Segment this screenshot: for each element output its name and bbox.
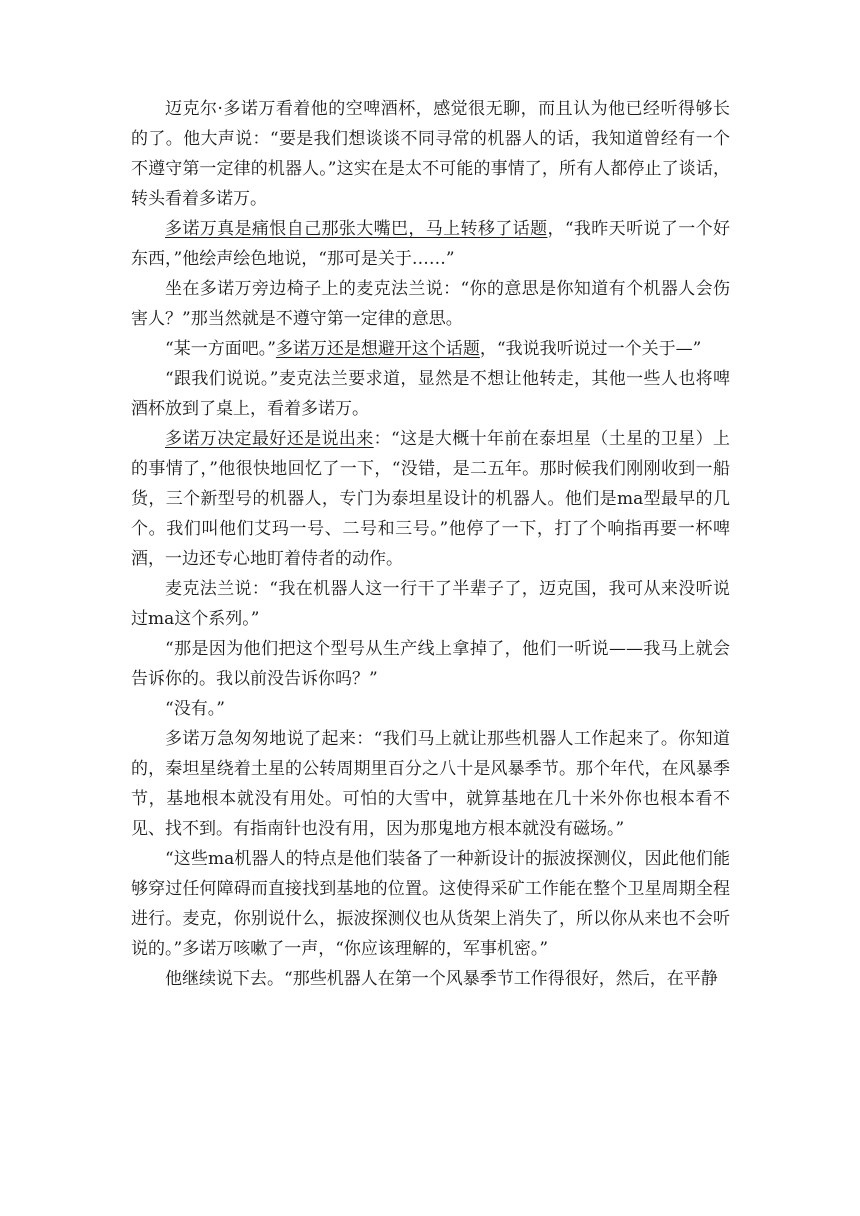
paragraph [131, 424, 730, 574]
text-run: ，“我说我听说过一个关于—” [479, 339, 702, 359]
text-run: 迈克尔·多诺万看着他的空啤酒杯，感觉很无聊，而且认为他已经听得够长的了。他大声说：“要是我们想谈谈不同寻常的机器人的话，我知道曾经有一个不遵守第一定律的机器人。”这实在是太不可能的事情了，所有人都停止了谈话，转头看着多诺万。 [131, 99, 730, 209]
paragraph [131, 274, 730, 334]
story-text [131, 94, 730, 994]
text-run: 他继续说下去。“那些机器人在第一个风暴季节工作得很好，然后，在平静 [165, 969, 718, 989]
paragraph [131, 724, 730, 844]
underlined-text: 多诺万还是想避开这个话题 [275, 339, 480, 359]
text-run: “这些ma机器人的特点是他们装备了一种新设计的振波探测仪，因此他们能够穿过任何障碍而直接找到基地的位置。这使得采矿工作能在整个卫星周期全程进行。麦克，你别说什么，振波探测仪也从货架上消失了，所以你从来也不会听说的。”多诺万咳嗽了一声，“你应该理解的，军事机密。” [131, 849, 730, 959]
text-run: “跟我们说说。”麦克法兰要求道，显然是不想让他转走，其他一些人也将啤酒杯放到了桌上，看着多诺万。 [131, 369, 730, 419]
paragraph [131, 694, 730, 724]
text-run: 坐在多诺万旁边椅子上的麦克法兰说：“你的意思是你知道有个机器人会伤害人？”那当然就是不遵守第一定律的意思。 [131, 279, 730, 329]
paragraph [131, 214, 730, 274]
paragraph [131, 634, 730, 694]
text-run: 麦克法兰说：“我在机器人这一行干了半辈子了，迈克国，我可从来没听说过ma这个系列。” [131, 579, 730, 629]
text-run: “某一方面吧。” [165, 339, 276, 359]
underlined-text: 多诺万决定最好还是说出来 [165, 429, 374, 449]
paragraph [131, 334, 730, 364]
paragraph [131, 94, 730, 214]
text-run: “没有。” [165, 699, 225, 719]
paragraph [131, 364, 730, 424]
text-run: ，“我昨天听说了一个好东西，”他绘声绘色地说，“那可是关于……” [131, 219, 730, 269]
text-run: “那是因为他们把这个型号从生产线上拿掉了，他们一听说——我马上就会告诉你的。我以前没告诉你吗？” [131, 639, 730, 689]
text-run: ：“这是大概十年前在泰坦星（土星的卫星）上的事情了，”他很快地回忆了一下，“没错，是二五年。那时候我们刚刚收到一船货，三个新型号的机器人，专门为泰坦星设计的机器人。他们是ma型最早的几个。我们叫他们艾玛一号、二号和三号。”他停了一下，打了个响指再要一杯啤酒，一边还专心地盯着侍者的动作。 [131, 429, 731, 569]
paragraph [131, 964, 730, 994]
paragraph [131, 574, 730, 634]
underlined-text: 多诺万真是痛恨自己那张大嘴巴，马上转移了话题 [165, 219, 548, 239]
paragraph [131, 844, 730, 964]
text-run: 多诺万急匆匆地说了起来：“我们马上就让那些机器人工作起来了。你知道的，秦坦星绕着土星的公转周期里百分之八十是风暴季节。那个年代，在风暴季节，基地根本就没有用处。可怕的大雪中，就算基地在几十米外你也根本看不见、找不到。有指南针也没有用，因为那鬼地方根本就没有磁场。” [131, 729, 730, 839]
